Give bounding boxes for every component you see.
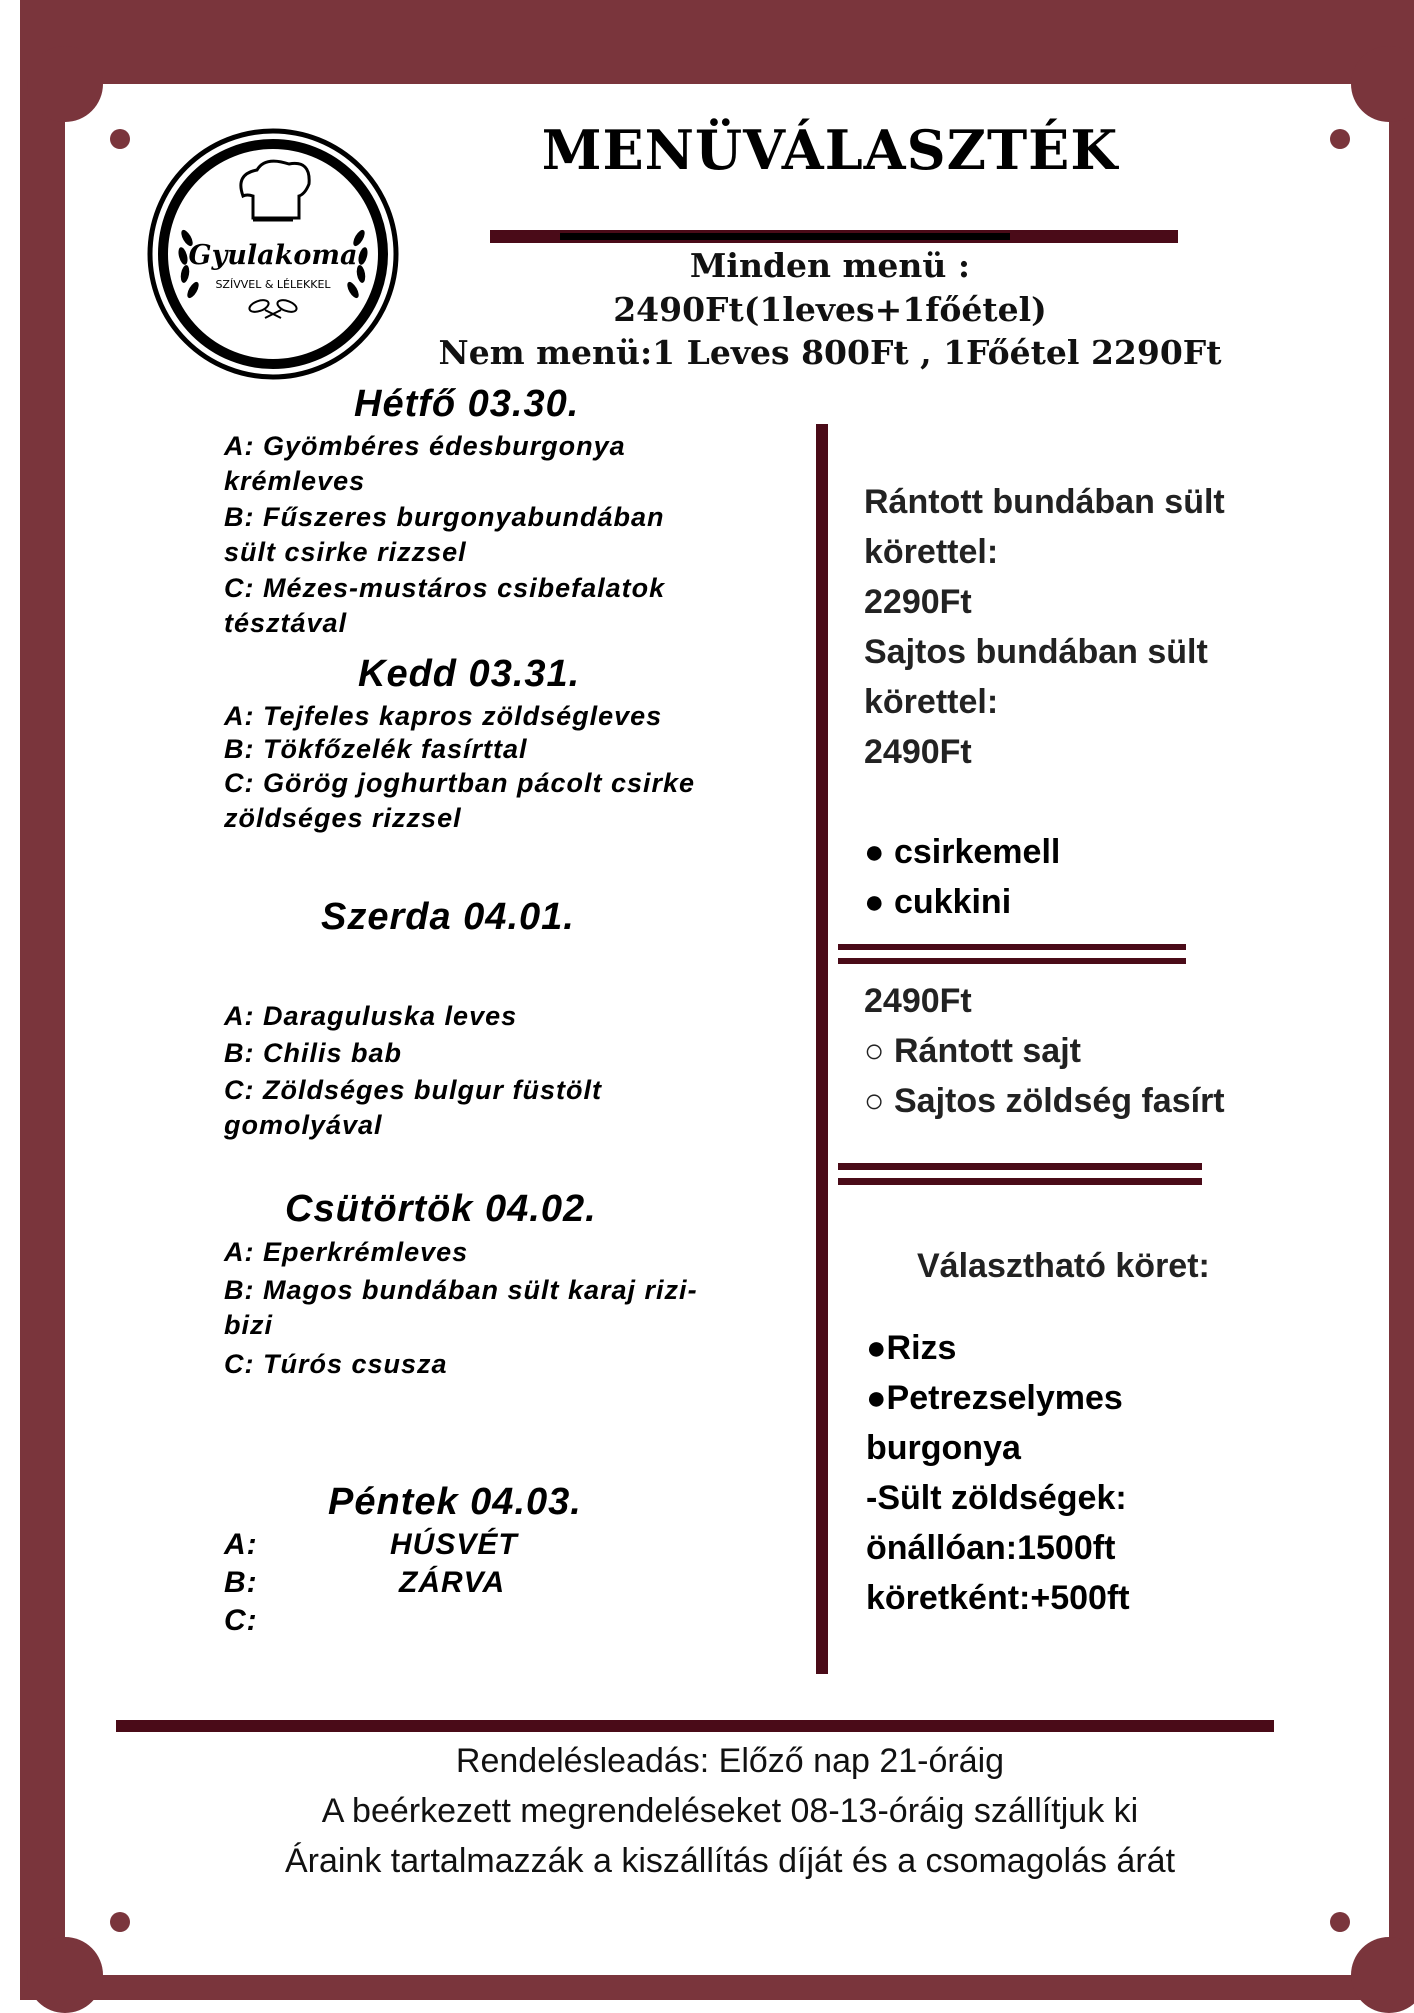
gyulakoma-logo	[147, 128, 399, 380]
special-line-1: Rántott bundában sült	[864, 483, 1225, 521]
menu-item-thursday-a: A: Eperkrémleves	[224, 1237, 469, 1267]
menu-item-wednesday-b: B: Chilis bab	[224, 1038, 403, 1068]
side-option-roast-veg: -Sült zöldségek:	[866, 1479, 1127, 1517]
veggie-price: 2490Ft	[864, 982, 972, 1020]
price-line-menu-price: 2490Ft(1leves+1főétel)	[613, 290, 1047, 329]
menu-item-tuesday-a: A: Tejfeles kapros zöldségleves	[224, 701, 663, 731]
sides-title: Választható köret:	[917, 1247, 1210, 1285]
decor-dot-top-right	[1330, 129, 1350, 149]
menu-label-friday-a: A:	[224, 1528, 258, 1561]
side-option-rice: ●Rizs	[866, 1329, 957, 1367]
card-corner-bottom-right	[1351, 1937, 1414, 2013]
veggie-divider-1	[838, 1163, 1202, 1170]
menu-label-friday-b: B:	[224, 1566, 258, 1599]
special-line-3: 2290Ft	[864, 583, 972, 621]
side-price-as-side: köretként:+500ft	[866, 1579, 1130, 1617]
title-rule-inner	[560, 233, 1010, 240]
footer-order-deadline: Rendelésleadás: Előző nap 21-óráig	[455, 1742, 1005, 1780]
page-title: MENÜVÁLASZTÉK	[541, 118, 1119, 182]
card-corner-bottom-left	[27, 1937, 103, 2013]
special-option-zucchini: ● cukkini	[864, 883, 1012, 921]
footer-delivery-hours: A beérkezett megrendeléseket 08-13-óráig szállítjuk ki	[321, 1792, 1139, 1830]
decor-dot-bottom-left	[110, 1912, 130, 1932]
menu-item-monday-a: A: Gyömbéres édesburgonya krémleves	[224, 431, 626, 496]
menu-label-friday-c: C:	[224, 1604, 258, 1637]
column-divider	[816, 424, 828, 1674]
side-option-parsley-potato: ●Petrezselymes	[866, 1379, 1123, 1417]
menu-item-tuesday-b: B: Tökfőzelék fasírttal	[224, 734, 528, 764]
card-corner-top-left	[27, 46, 103, 122]
veggie-divider-2	[838, 1178, 1202, 1185]
veggie-option-cheese: ○ Rántott sajt	[864, 1032, 1081, 1070]
menu-item-wednesday-a: A: Daraguluska leves	[224, 1001, 518, 1031]
special-line-6: 2490Ft	[864, 733, 972, 771]
logo-tagline: SZÍVVEL & LÉLEKKEL	[215, 278, 331, 291]
closed-notice: ZÁRVA	[399, 1566, 506, 1599]
special-line-4: Sajtos bundában sült	[864, 633, 1208, 671]
side-price-standalone: önállóan:1500ft	[866, 1529, 1116, 1567]
menu-item-monday-c: C: Mézes-mustáros csibefalatok tésztával	[224, 573, 666, 638]
menu-item-monday-b: B: Fűszeres burgonyabundában sült csirke rizzsel	[224, 502, 665, 567]
menu-item-thursday-c: C: Túrós csusza	[224, 1349, 448, 1379]
special-line-2: körettel:	[864, 533, 999, 571]
day-title-thursday: Csütörtök 04.02.	[285, 1188, 597, 1230]
footer-price-note: Áraink tartalmazzák a kiszállítás díját és a csomagolás árát	[284, 1842, 1176, 1880]
day-title-friday: Péntek 04.03.	[328, 1481, 582, 1523]
special-divider-top-1	[838, 944, 1186, 950]
menu-item-wednesday-c: C: Zöldséges bulgur füstölt gomolyával	[224, 1075, 602, 1140]
decor-dot-bottom-right	[1330, 1912, 1350, 1932]
price-line-menu: Minden menü :	[689, 246, 971, 285]
side-option-parsley-potato-cont: burgonya	[866, 1429, 1021, 1467]
special-divider-top-2	[838, 958, 1186, 964]
logo-brand: Gyulakoma	[188, 240, 358, 271]
menu-item-tuesday-c: C: Görög joghurtban pácolt csirke zöldséges rizzsel	[224, 768, 696, 833]
special-option-chicken: ● csirkemell	[864, 833, 1061, 871]
holiday-notice: HÚSVÉT	[390, 1528, 518, 1561]
day-title-wednesday: Szerda 04.01.	[321, 896, 575, 938]
decor-dot-top-left	[110, 129, 130, 149]
day-title-tuesday: Kedd 03.31.	[358, 653, 581, 695]
footer-rule	[116, 1720, 1274, 1732]
special-line-5: körettel:	[864, 683, 999, 721]
menu-item-thursday-b: B: Magos bundában sült karaj rizi-bizi	[224, 1275, 698, 1340]
day-title-monday: Hétfő 03.30.	[354, 383, 580, 425]
veggie-option-patty: ○ Sajtos zöldség fasírt	[864, 1082, 1225, 1120]
price-line-no-menu: Nem menü:1 Leves 800Ft , 1Főétel 2290Ft	[438, 333, 1222, 372]
